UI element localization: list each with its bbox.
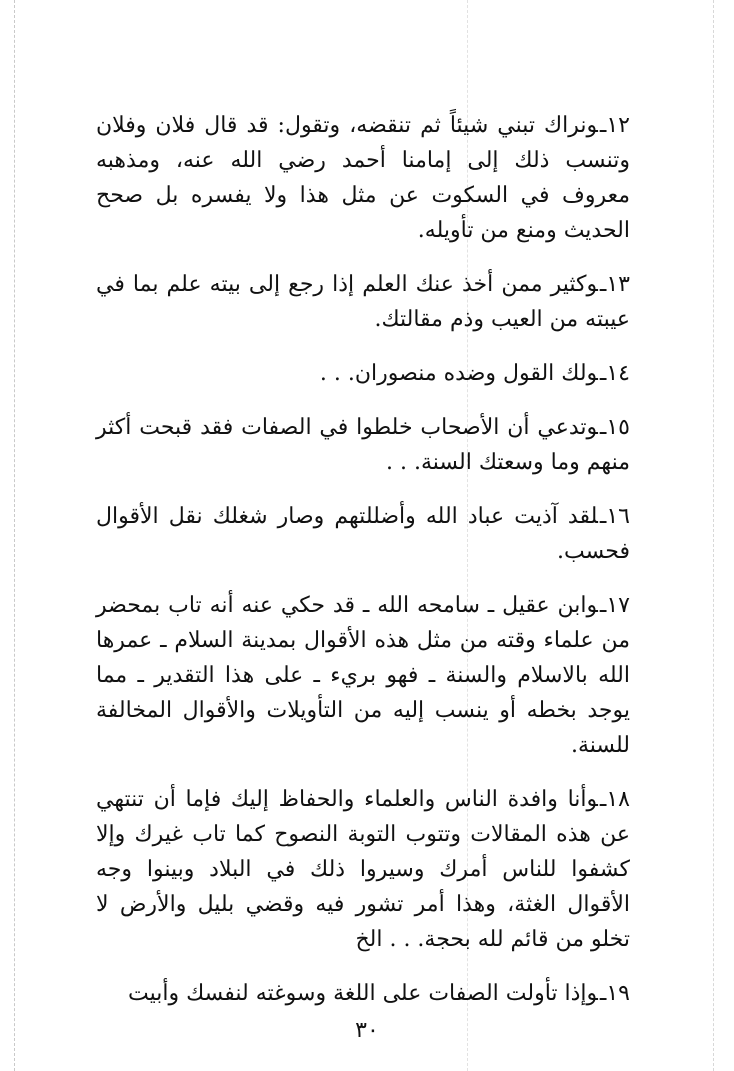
paragraph-text: ولك القول وضده منصوران. . .: [319, 361, 598, 386]
paragraph-text: وإذا تأولت الصفات على اللغة وسوغته لنفسك وأبيت: [128, 981, 598, 1006]
paragraph-13: [96, 267, 630, 337]
page-number: ٣٠: [355, 1018, 379, 1043]
paragraph-number: ١٥ـ: [599, 415, 630, 440]
paragraph-number: ١٧ـ: [599, 593, 630, 618]
paragraph-number: ١٨ـ: [599, 787, 630, 812]
paragraph-18: [96, 782, 630, 957]
paragraph-number: ١٩ـ: [599, 981, 630, 1006]
scan-artifact-line: [713, 0, 714, 1071]
paragraph-16: [96, 499, 630, 569]
paragraph-number: ١٢ـ: [599, 113, 630, 138]
paragraph-text: ونراك تبني شيئاً ثم تنقضه، وتقول: قد قال فلان وفلان وتنسب ذلك إلى إمامنا أحمد رضي الله عنه، ومذهبه معروف في السكوت عن مثل هذا ولا يفسره بل صحح الحديث ومنع من تأويله.: [96, 113, 630, 243]
paragraph-text: وأنا وافدة الناس والعلماء والحفاظ إليك فإما أن تنتهي عن هذه المقالات وتتوب التوبة النصوح كما تاب غيرك وإلا كشفوا للناس أمرك وسيروا ذلك في البلاد وبينوا وجه الأقوال الغثة، وهذا أمر تشور فيه وقضي بليل والأرض لا تخلو من قائم لله بحجة. . . الخ: [96, 787, 630, 952]
paragraph-19: [96, 976, 630, 1011]
scan-artifact-line: [14, 0, 15, 1071]
paragraph-text: لقد آذيت عباد الله وأضللتهم وصار شغلك نقل الأقوال فحسب.: [96, 504, 630, 564]
paragraph-17: [96, 588, 630, 763]
paragraph-15: [96, 410, 630, 480]
paragraph-number: ١٤ـ: [599, 361, 630, 386]
paragraph-14: [96, 356, 630, 391]
paragraph-text: وابن عقيل ـ سامحه الله ـ قد حكي عنه أنه تاب بمحضر من علماء وقته من مثل هذه الأقوال بمدينة السلام ـ عمرها الله بالاسلام والسنة ـ فهو بريء ـ على هذا التقدير ـ مما يوجد بخطه أو ينسب إليه من التأويلات والأقوال المخالفة للسنة.: [96, 593, 630, 758]
paragraph-text: وكثير ممن أخذ عنك العلم إذا رجع إلى بيته علم بما في عيبته من العيب وذم مقالتك.: [96, 272, 630, 332]
paragraph-number: ١٣ـ: [599, 272, 630, 297]
paragraph-text: وتدعي أن الأصحاب خلطوا في الصفات فقد قبحت أكثر منهم وما وسعتك السنة. . .: [96, 415, 630, 475]
paragraph-number: ١٦ـ: [599, 504, 630, 529]
paragraph-12: [96, 108, 630, 248]
body-text: [96, 108, 630, 1030]
